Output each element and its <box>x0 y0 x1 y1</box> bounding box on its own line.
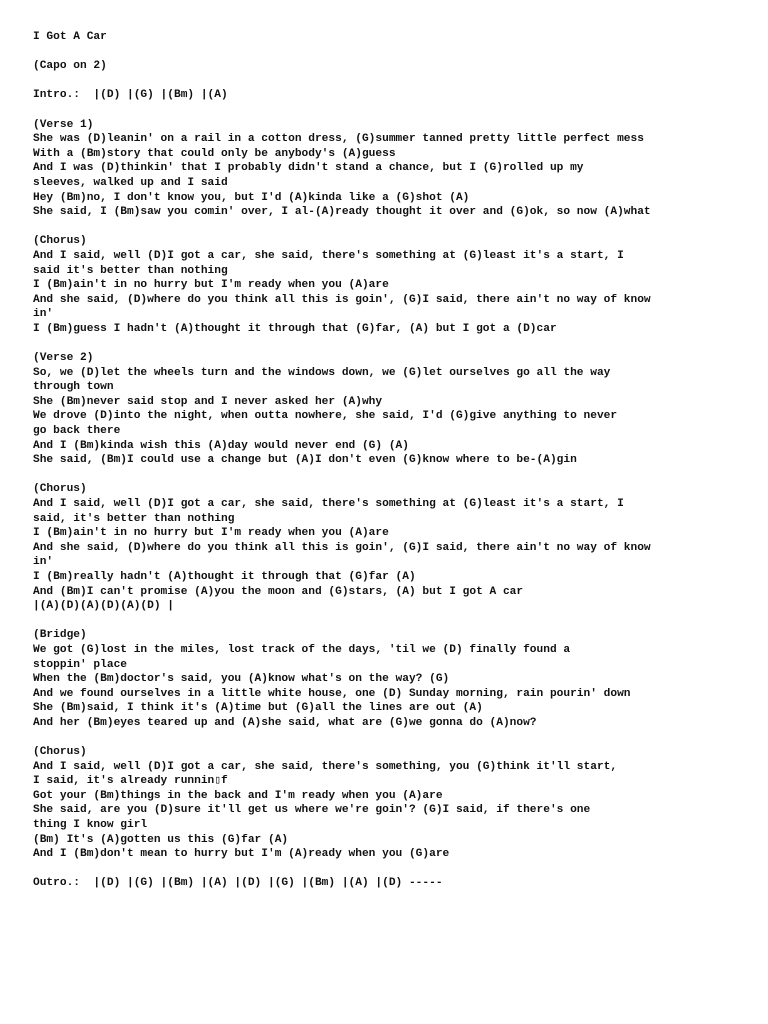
lyric-line: in' <box>33 556 54 569</box>
spacer <box>33 45 733 60</box>
lyric-line: through town <box>33 381 114 394</box>
lyric-line: We got (G)lost in the miles, lost track of the days, 'til we (D) finally found a <box>33 643 571 656</box>
intro-line: Intro.: |(D) |(G) |(Bm) |(A) <box>33 89 228 102</box>
spacer <box>33 614 733 629</box>
lyric-line: I (Bm)really hadn't (A)thought it through that (G)far (A) <box>33 570 416 583</box>
outro-line: Outro.: |(D) |(G) |(Bm) |(A) |(D) |(G) |(Bm) |(A) |(D) ----- <box>33 877 443 890</box>
spacer <box>33 103 733 118</box>
chorus-3-section <box>33 745 733 862</box>
lyric-line: She (Bm)never said stop and I never asked her (A)why <box>33 395 383 408</box>
section-heading: (Chorus) <box>33 483 87 496</box>
lyric-line: With a (Bm)story that could only be anybody's (A)guess <box>33 147 396 160</box>
lyric-line: And she said, (D)where do you think all this is goin', (G)I said, there ain't no way of know <box>33 293 651 306</box>
lyric-line: And I was (D)thinkin' that I probably didn't stand a chance, but I (G)rolled up my <box>33 162 584 175</box>
chord-progression-line: |(A)(D)(A)(D)(A)(D) | <box>33 600 174 613</box>
lyric-line: said, it's better than nothing <box>33 512 235 525</box>
lyric-line: And I said, well (D)I got a car, she said, there's something at (G)least it's a start, I <box>33 249 624 262</box>
lyric-line: And I said, well (D)I got a car, she said, there's something at (G)least it's a start, I <box>33 498 624 510</box>
lyric-line: I (Bm)guess I hadn't (A)thought it through that (G)far, (A) but I got a (D)car <box>33 322 557 335</box>
lyric-line: And I said, well (D)I got a car, she said, there's something, you (G)think it'll start, <box>33 760 618 773</box>
lyric-line: She (Bm)said, I think it's (A)time but (G)all the lines are out (A) <box>33 702 483 715</box>
spacer <box>33 74 733 89</box>
lyric-line: I (Bm)ain't in no hurry but I'm ready when you (A)are <box>33 279 389 292</box>
chord-sheet <box>33 30 733 891</box>
lyric-line: (Bm) It's (A)gotten us this (G)far (A) <box>33 833 289 846</box>
lyric-line: She said, I (Bm)saw you comin' over, I al-(A)ready thought it over and (G)ok, so now (A)what <box>33 206 651 219</box>
lyric-line: go back there <box>33 425 121 438</box>
lyric-line: She said, (Bm)I could use a change but (A)I don't even (G)know where to be-(A)gin <box>33 454 577 467</box>
lyric-line: And her (Bm)eyes teared up and (A)she said, what are (G)we gonna do (A)now? <box>33 716 537 729</box>
lyric-line: And (Bm)I can't promise (A)you the moon and (G)stars, (A) but I got A car <box>33 585 524 598</box>
lyric-line: thing I know girl <box>33 819 148 832</box>
spacer <box>33 220 733 235</box>
lyric-line: Got your (Bm)things in the back and I'm ready when you (A)are <box>33 789 443 802</box>
lyric-line: She was (D)leanin' on a rail in a cotton dress, (G)summer tanned pretty little perfect mess <box>33 133 644 146</box>
spacer <box>33 731 733 746</box>
lyric-line: And I (Bm)don't mean to hurry but I'm (A)ready when you (G)are <box>33 848 450 861</box>
spacer <box>33 862 733 877</box>
section-heading: (Verse 1) <box>33 118 94 131</box>
verse-1-section <box>33 118 733 220</box>
section-heading: (Bridge) <box>33 629 87 642</box>
song-title: I Got A Car <box>33 31 107 43</box>
lyric-line: And we found ourselves in a little white house, one (D) Sunday morning, rain pourin' down <box>33 687 631 700</box>
section-heading: (Verse 2) <box>33 352 94 365</box>
chorus-1-section <box>33 234 733 336</box>
capo-note: (Capo on 2) <box>33 60 107 73</box>
lyric-line: And she said, (D)where do you think all this is goin', (G)I said, there ain't no way of know <box>33 541 651 554</box>
lyric-line: And I (Bm)kinda wish this (A)day would never end (G) (A) <box>33 439 409 452</box>
lyric-line: She said, are you (D)sure it'll get us where we're goin'? (G)I said, if there's one <box>33 804 591 817</box>
chorus-2-section <box>33 482 733 613</box>
lyric-line: We drove (D)into the night, when outta nowhere, she said, I'd (G)give anything to never <box>33 410 618 423</box>
bridge-section <box>33 628 733 730</box>
spacer <box>33 468 733 483</box>
lyric-line: I (Bm)ain't in no hurry but I'm ready when you (A)are <box>33 527 389 540</box>
lyric-line: I said, it's already runnin▯f <box>33 775 228 788</box>
section-heading: (Chorus) <box>33 746 87 759</box>
spacer <box>33 336 733 351</box>
lyric-line: Hey (Bm)no, I don't know you, but I'd (A)kinda like a (G)shot (A) <box>33 191 470 204</box>
lyric-line: When the (Bm)doctor's said, you (A)know what's on the way? (G) <box>33 673 450 686</box>
section-heading: (Chorus) <box>33 235 87 248</box>
lyric-line: sleeves, walked up and I said <box>33 176 228 189</box>
lyric-line: in' <box>33 308 54 321</box>
verse-2-section <box>33 351 733 468</box>
lyric-line: stoppin' place <box>33 658 127 671</box>
lyric-line: said it's better than nothing <box>33 264 228 277</box>
lyric-line: So, we (D)let the wheels turn and the windows down, we (G)let ourselves go all the way <box>33 366 611 379</box>
